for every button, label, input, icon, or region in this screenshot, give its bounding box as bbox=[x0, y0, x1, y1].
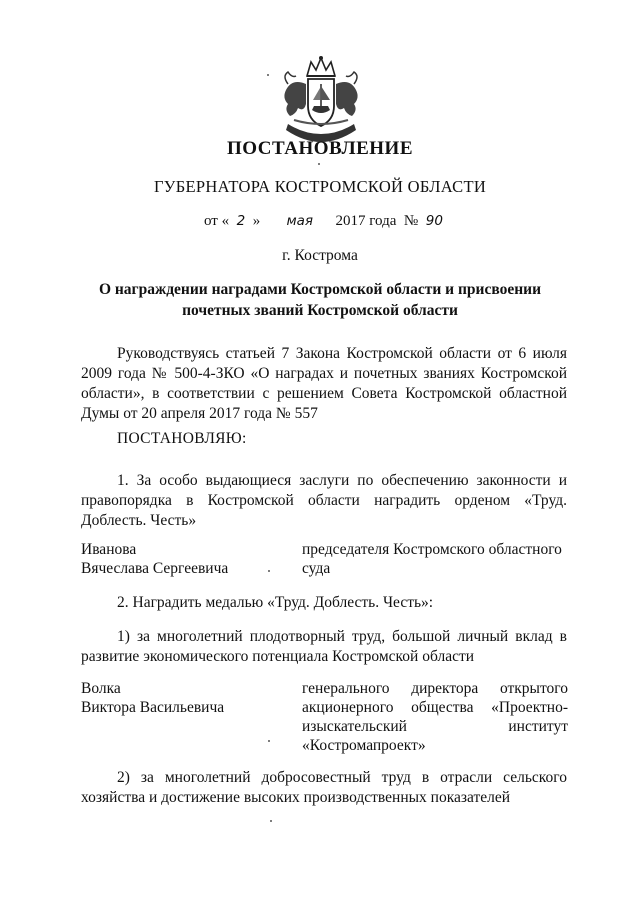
document-number: 90 bbox=[425, 213, 443, 229]
award-1-given-name: Вячеслава Сергеевича bbox=[81, 560, 229, 577]
item-2-1-paragraph bbox=[81, 627, 567, 667]
item-2-2-text: 2) за многолетний добросовестный труд в отрасли сельского хозяйства и достижение высоких производственных показателей bbox=[81, 769, 567, 806]
award-2-position: генерального директора открытого акционерного общества «Проектно-изыскательский институт «Костромапроект» bbox=[302, 680, 568, 754]
document-title: ПОСТАНОВЛЕНИЕ bbox=[226, 138, 414, 159]
scan-speck bbox=[270, 820, 272, 822]
number-sign: № bbox=[403, 213, 419, 229]
issuer-line: ГУБЕРНАТОРА КОСТРОМСКОЙ ОБЛАСТИ bbox=[153, 177, 487, 196]
item-2-heading: 2. Наградить медалью «Труд. Доблесть. Честь»: bbox=[117, 594, 434, 611]
award-1-position-line-2: суда bbox=[302, 560, 331, 577]
heading-line-1: О награждении наградами Костромской области и присвоении bbox=[98, 281, 542, 298]
award-2-name bbox=[81, 679, 281, 717]
date-line bbox=[204, 213, 443, 230]
award-1-position bbox=[302, 540, 568, 578]
preamble-paragraph bbox=[81, 344, 567, 424]
award-1-name bbox=[81, 540, 281, 578]
date-day: 2 bbox=[236, 213, 246, 229]
city-line: г. Кострома bbox=[282, 247, 358, 264]
document-heading bbox=[0, 279, 640, 321]
item-2-2-paragraph bbox=[81, 768, 567, 808]
date-close: » bbox=[252, 213, 261, 229]
award-2-given-name: Виктора Васильевича bbox=[81, 699, 225, 716]
item-2-1-text: 1) за многолетний плодотворный труд, большой личный вклад в развитие экономического потенциала Костромской области bbox=[81, 628, 567, 665]
award-2-surname: Волка bbox=[81, 680, 121, 697]
date-month: мая bbox=[286, 213, 314, 229]
award-1-position-line-1: председателя Костромского областного bbox=[302, 541, 562, 558]
scan-speck bbox=[268, 570, 270, 572]
date-prefix: от « bbox=[204, 213, 230, 229]
heading-line-2: почетных званий Костромской области bbox=[182, 302, 458, 319]
item-1-text: 1. За особо выдающиеся заслуги по обеспечению законности и правопорядка в Костромской области наградить орденом «Труд. Доблесть. Честь» bbox=[81, 472, 567, 529]
award-1-surname: Иванова bbox=[81, 541, 137, 558]
scan-speck bbox=[318, 163, 320, 165]
item-1-paragraph bbox=[81, 471, 567, 531]
date-year: 2017 года bbox=[335, 213, 397, 229]
decree-word: ПОСТАНОВЛЯЮ: bbox=[117, 430, 247, 447]
scan-speck bbox=[268, 740, 270, 742]
preamble-text: Руководствуясь статьей 7 Закона Костромской области от 6 июля 2009 года № 500-4-ЗКО «О наградах и почетных званиях Костромской области», в соответствии с решением Совета Костромской областной Думы от 20 апреля 2017 года № 557 bbox=[81, 345, 567, 422]
coat-of-arms-emblem bbox=[274, 54, 368, 142]
scan-speck bbox=[267, 74, 269, 76]
